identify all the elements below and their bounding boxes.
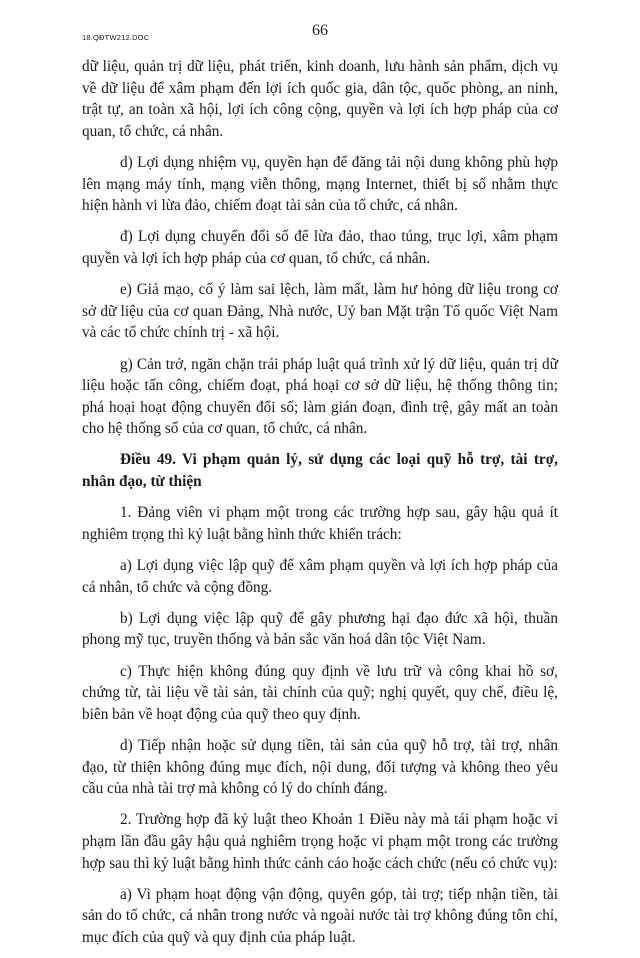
paragraph-item-e: e) Giả mạo, cố ý làm sai lệch, làm mất, làm hư hỏng dữ liệu trong cơ sở dữ liệu của cơ quan Đảng, Nhà nước, Uỷ ban Mặt trận Tổ quốc Việt Nam và các tổ chức chính trị - xã hội. xyxy=(82,281,558,342)
paragraph-item-dd: đ) Lợi dụng chuyển đổi số để lừa đảo, thao túng, trục lợi, xâm phạm quyền và lợi ích hợp pháp của cơ quan, tổ chức, cá nhân. xyxy=(82,228,558,267)
article-49-heading: Điều 49. Vi phạm quản lý, sử dụng các loại quỹ hỗ trợ, tài trợ, nhân đạo, từ thiện xyxy=(82,451,558,491)
clause-2-item-a: a) Vi phạm hoạt động vận động, quyên góp, tài trợ; tiếp nhận tiền, tài sản do tổ chức, cá nhân trong nước và ngoài nước tài trợ không đúng tôn chỉ, mục đích của quỹ và quy định của pháp luật. xyxy=(82,885,558,946)
clause-2: 2. Trường hợp đã kỷ luật theo Khoản 1 Điều này mà tái phạm hoặc vi phạm lần đầu gây hậu quả nghiêm trọng hoặc vi phạm một trong các trường hợp sau thì kỷ luật bằng hình thức cảnh cáo hoặc cách chức (nếu có chức vụ): xyxy=(82,811,558,872)
clause-1-item-c: c) Thực hiện không đúng quy định về lưu trữ và công khai hồ sơ, chứng từ, tài liệu về tài sản, tài chính của quỹ; nghị quyết, quy chế, điều lệ, biên bản về hoạt động của quỹ theo quy định. xyxy=(82,662,558,723)
document-code: 18.QĐTW212.DOC xyxy=(82,33,150,42)
paragraph-item-d: d) Lợi dụng nhiệm vụ, quyền hạn để đăng tải nội dung không phù hợp lên mạng máy tính, mạng viễn thông, mạng Internet, thiết bị số nhằm thực hiện hành vi lừa đảo, chiếm đoạt tài sản của tổ chức, cá nhân. xyxy=(82,153,558,215)
paragraph-item-g: g) Cản trở, ngăn chặn trái pháp luật quá trình xử lý dữ liệu, quản trị dữ liệu hoặc tấn công, chiếm đoạt, phá hoại cơ sở dữ liệu, hệ thống thông tin; phá hoại hoạt động chuyển đổi số; làm gián đoạn, đình trệ, gây mất an toàn cho hệ thống số của cơ quan, tổ chức, cá nhân. xyxy=(82,355,558,438)
clause-1-item-a: a) Lợi dụng việc lập quỹ để xâm phạm quyền và lợi ích hợp pháp của cá nhân, tổ chức và cộng đồng. xyxy=(82,557,558,596)
clause-1-item-b: b) Lợi dụng việc lập quỹ để gây phương hại đạo đức xã hội, thuần phong mỹ tục, truyền thống và bản sắc văn hoá dân tộc Việt Nam. xyxy=(82,609,558,649)
document-body xyxy=(82,56,558,958)
paragraph-continuation: dữ liệu, quản trị dữ liệu, phát triển, kinh doanh, lưu hành sản phẩm, dịch vụ về dữ liệu để xâm phạm đến lợi ích quốc gia, dân tộc, quốc phòng, an ninh, trật tự, an toàn xã hội, lợi ích công cộng, quyền và lợi ích hợp pháp của cơ quan, tổ chức, cá nhân. xyxy=(82,58,558,140)
clause-1: 1. Đảng viên vi phạm một trong các trường hợp sau, gây hậu quả ít nghiêm trọng thì kỷ luật bằng hình thức khiển trách: xyxy=(82,504,558,543)
clause-1-item-d: d) Tiếp nhận hoặc sử dụng tiền, tài sản của quỹ hỗ trợ, tài trợ, nhân đạo, từ thiện không đúng mục đích, nội dung, đối tượng và không theo yêu cầu của nhà tài trợ mà không có lý do chính đáng. xyxy=(82,736,558,798)
page-number: 66 xyxy=(312,22,328,39)
